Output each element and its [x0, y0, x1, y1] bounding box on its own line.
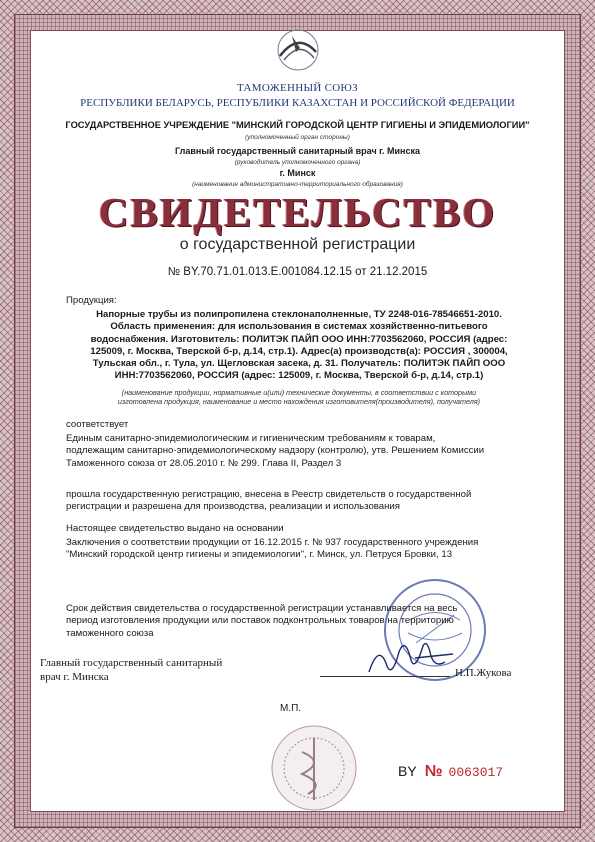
conformity-text	[66, 433, 484, 470]
basis-text	[66, 537, 478, 562]
product-line: водоснабжения. Изготовитель: ПОЛИТЭК ПАЙП ООО ИНН:7703562060, РОССИЯ (адрес:	[90, 333, 508, 345]
signatory-title	[40, 656, 222, 684]
customs-union-states: РЕСПУБЛИКИ БЕЛАРУСЬ, РЕСПУБЛИКИ КАЗАХСТАН И РОССИЙСКОЙ ФЕДЕРАЦИИ	[80, 97, 515, 109]
basis-label: Настоящее свидетельство выдано на основании	[66, 523, 284, 534]
registration-line: прошла государственную регистрацию, внесена в Реестр свидетельств о государственной	[66, 489, 472, 500]
note-line: (наименование продукции, нормативные и(или) технические документы, в соответствии с которыми	[121, 388, 477, 397]
hygiene-emblem-icon	[268, 722, 360, 814]
note-line: изготовлена продукция, наименование и место нахождения изготовителя(производителя), получателя)	[117, 397, 481, 406]
product-label: Продукция:	[66, 295, 117, 306]
product-line: ИНН:7703562060, РОССИЯ (адрес: 125009, г. Москва, Тверской б-р, д.14, стр.1)	[114, 370, 484, 382]
basis-line: "Минский городской центр гигиены и эпидемиологии", г. Минск, ул. Петруся Бровки, 13	[66, 549, 453, 561]
stamp-place-label: М.П.	[280, 703, 302, 714]
product-line: 125009, г. Москва, Тверской б-р, д.14, стр.1). Адрес(а) производств(а): РОССИЯ , 300004,	[90, 345, 508, 357]
signatory-title-line: врач г. Минска	[40, 671, 109, 683]
issuing-institution: ГОСУДАРСТВЕННОЕ УЧРЕЖДЕНИЕ "МИНСКИЙ ГОРОДСКОЙ ЦЕНТР ГИГИЕНЫ И ЭПИДЕМИОЛОГИИ"	[65, 120, 530, 130]
validity-line: Срок действия свидетельства о государственной регистрации устанавливается на весь	[66, 603, 458, 614]
authority-head: Главный государственный санитарный врач г. Минска	[174, 146, 421, 156]
registration-line: регистрации и разрешена для производства, реализации и использования	[66, 501, 400, 513]
signatory-name: Н.П.Жукова	[455, 667, 512, 679]
city-note: (наименование административно-территориального образования)	[192, 181, 403, 188]
conformity-line: Единым санитарно-эпидемиологическим и гигиеническим требованиям к товарам,	[66, 433, 436, 444]
conformity-line: подлежащим санитарно-эпидемиологическому надзору (контролю), утв. Решением Комиссии	[66, 445, 485, 457]
signatory-title-line: Главный государственный санитарный	[40, 657, 223, 669]
certificate-number: № BY.70.71.01.013.Е.001084.12.15 от 21.12.2015	[167, 266, 428, 278]
authority-head-note: (руководитель уполномоченного органа)	[234, 159, 361, 166]
handwritten-signature	[365, 628, 455, 683]
conformity-line: Таможенного союза от 28.05.2010 г. № 299. Глава II, Раздел 3	[66, 457, 342, 469]
validity-line: период изготовления продукции или поставок подконтрольных товаров на территорию	[66, 615, 454, 627]
serial-prefix: BY	[398, 763, 417, 779]
validity-line: таможенного союза	[66, 627, 154, 639]
basis-line: Заключения о соответствии продукции от 16.12.2015 г. № 937 государственного учреждения	[66, 537, 479, 548]
product-description	[60, 309, 538, 383]
registration-text	[66, 489, 471, 514]
serial-value: 0063017	[448, 765, 504, 780]
serial-number	[398, 763, 503, 781]
product-line: Тульская обл., г. Тула, ул. Щегловская засека, д. 31. Получатель: ПОЛИТЭК ПАЙП ООО	[92, 358, 506, 370]
product-note	[60, 388, 538, 406]
institution-note: (уполномоченный орган стороны)	[245, 134, 350, 141]
city: г. Минск	[279, 168, 316, 178]
number-sign: №	[424, 763, 443, 780]
customs-union-title: ТАМОЖЕННЫЙ СОЮЗ	[237, 82, 358, 94]
product-line: Напорные трубы из полипропилена стеклонаполненные, ТУ 2248-016-78546651-2010.	[96, 309, 502, 320]
product-line: Область применения: для использования в системах хозяйственно-питьевого	[110, 321, 488, 333]
conformity-label: соответствует	[66, 419, 129, 430]
customs-union-emblem-icon	[270, 22, 326, 78]
document-subtitle: о государственной регистрации	[179, 236, 416, 253]
document-title: СВИДЕТЕЛЬСТВО	[98, 189, 497, 235]
